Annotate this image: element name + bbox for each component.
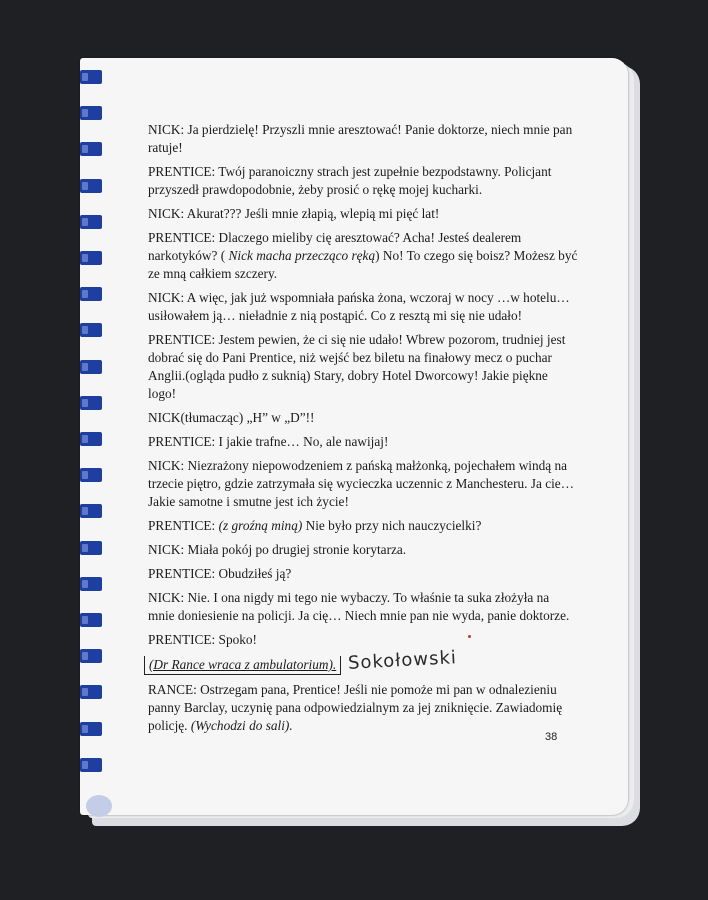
text-line [148, 121, 572, 139]
binding-ring [80, 685, 102, 699]
text-segment: NICK(tłumacząc) „H” w „D”!! [148, 410, 315, 425]
binding-ring [80, 577, 102, 591]
text-line [148, 229, 521, 247]
text-segment: ratuje! [148, 140, 183, 155]
binding-ring [80, 106, 102, 120]
text-segment: trzecie piętro, gdzie zatrzymała się wycieczka uczennic z Manchesteru. Ja cie… [148, 476, 575, 491]
binding-ring [80, 360, 102, 374]
text-line [148, 541, 406, 559]
binding-ring [80, 251, 102, 265]
text-line [148, 589, 549, 607]
text-line [148, 409, 315, 427]
text-line [148, 349, 552, 367]
text-segment: PRENTICE: Obudziłeś ją? [148, 566, 292, 581]
stage-direction: Nick macha przecząco ręką [228, 248, 376, 263]
text-line [148, 331, 565, 349]
text-segment: PRENTICE: Jestem pewien, że ci się nie udało! Wbrew pozorom, trudniej jest [148, 332, 566, 347]
spiral-binding [80, 70, 106, 815]
binding-ring [80, 70, 102, 84]
text-line [148, 457, 567, 475]
text-segment: PRENTICE: Dlaczego mieliby cię aresztować? Acha! Jesteś dealerem [148, 230, 522, 245]
binding-ring [80, 215, 102, 229]
text-segment: narkotyków? ( [148, 248, 229, 263]
text-line [148, 247, 577, 265]
text-line [148, 631, 257, 649]
text-line [148, 181, 482, 199]
binding-ring [80, 323, 102, 337]
text-segment: dobrać się do Pani Prentice, niż wejść bez biletu na finałowy mecz o puchar [148, 350, 552, 365]
binding-ring [80, 142, 102, 156]
binding-clip [86, 795, 112, 817]
text-segment: NICK: Miała pokój po drugiej stronie korytarza. [148, 542, 407, 557]
text-segment: NICK: A więc, jak już wspomniała pańska żona, wczoraj w nocy …w hotelu… [148, 290, 570, 305]
text-segment: mnie doniesienie na policji. Ja cię… Niech mnie pan nie wyda, panie doktorze. [148, 608, 570, 623]
text-segment: NICK: Akurat??? Jeśli mnie złapią, wlepią mi pięć lat! [148, 206, 440, 221]
text-segment: PRENTICE: I jakie trafne… No, ale nawijaj! [148, 434, 389, 449]
stage-direction: (Wychodzi do sali). [190, 718, 293, 733]
binding-ring [80, 758, 102, 772]
text-line [148, 163, 551, 181]
text-segment: PRENTICE: Spoko! [148, 632, 257, 647]
text-line [148, 656, 341, 675]
text-segment: PRENTICE: Twój paranoiczny strach jest zupełnie bezpodstawny. Policjant [148, 164, 552, 179]
text-segment: Anglii.(ogląda pudło z suknią) Stary, dobry Hotel Dworcowy! Jakie piękne [148, 368, 548, 383]
binding-ring [80, 541, 102, 555]
text-segment: Nie było przy nich nauczycielki? [302, 518, 482, 533]
text-segment: NICK: Niezrażony niepowodzeniem z pańską małżonką, pojechałem windą na [148, 458, 568, 473]
page-number: 38 [545, 731, 558, 743]
text-line [148, 475, 574, 493]
binding-ring [80, 504, 102, 518]
text-segment: NICK: Nie. I ona nigdy mi tego nie wybaczy. To właśnie ta suka złożyła na [148, 590, 550, 605]
text-line [148, 265, 277, 283]
text-segment: panny Barclay, uczynię pana odpowiedzialnym za jej zniknięcie. Zawiadomię [148, 700, 563, 715]
text-segment: ) No! To czego się boisz? Możesz być [375, 248, 578, 263]
binding-ring [80, 287, 102, 301]
text-line [148, 565, 291, 583]
ink-dot [468, 635, 471, 638]
binding-ring [80, 613, 102, 627]
text-segment: ze mną całkiem szczery. [148, 266, 278, 281]
text-line [148, 517, 481, 535]
text-line [148, 385, 176, 403]
binding-ring [80, 396, 102, 410]
text-segment: przyszedł prawdopodobnie, żeby prosić o rękę mojej kucharki. [148, 182, 483, 197]
text-segment: PRENTICE: [148, 518, 219, 533]
text-line [148, 699, 562, 717]
text-line [148, 205, 439, 223]
text-segment: RANCE: Ostrzegam pana, Prentice! Jeśli nie pomoże mi pan w odnalezieniu [148, 682, 557, 697]
stage-direction-box: (Dr Rance wraca z ambulatorium). [144, 656, 341, 675]
text-line [148, 493, 349, 511]
text-line [148, 289, 570, 307]
text-line [148, 433, 388, 451]
binding-ring [80, 179, 102, 193]
binding-ring [80, 722, 102, 736]
text-line [148, 681, 557, 699]
text-line [148, 139, 183, 157]
text-line [148, 307, 522, 325]
handwritten-signature: Sokołowski [347, 647, 458, 674]
binding-ring [80, 432, 102, 446]
text-line [148, 367, 548, 385]
text-segment: usiłowałem ją… nieładnie z nią postąpić. Co z resztą mi się nie udało! [148, 308, 523, 323]
stage-direction: (z groźną miną) [218, 518, 303, 533]
text-segment: logo! [148, 386, 177, 401]
text-segment: NICK: Ja pierdzielę! Przyszli mnie aresztować! Panie doktorze, niech mnie pan [148, 122, 573, 137]
text-line [148, 607, 569, 625]
text-line [148, 717, 293, 735]
text-segment: policję. [148, 718, 191, 733]
text-segment: Jakie samotne i smutne jest ich życie! [148, 494, 349, 509]
binding-ring [80, 649, 102, 663]
binding-ring [80, 468, 102, 482]
